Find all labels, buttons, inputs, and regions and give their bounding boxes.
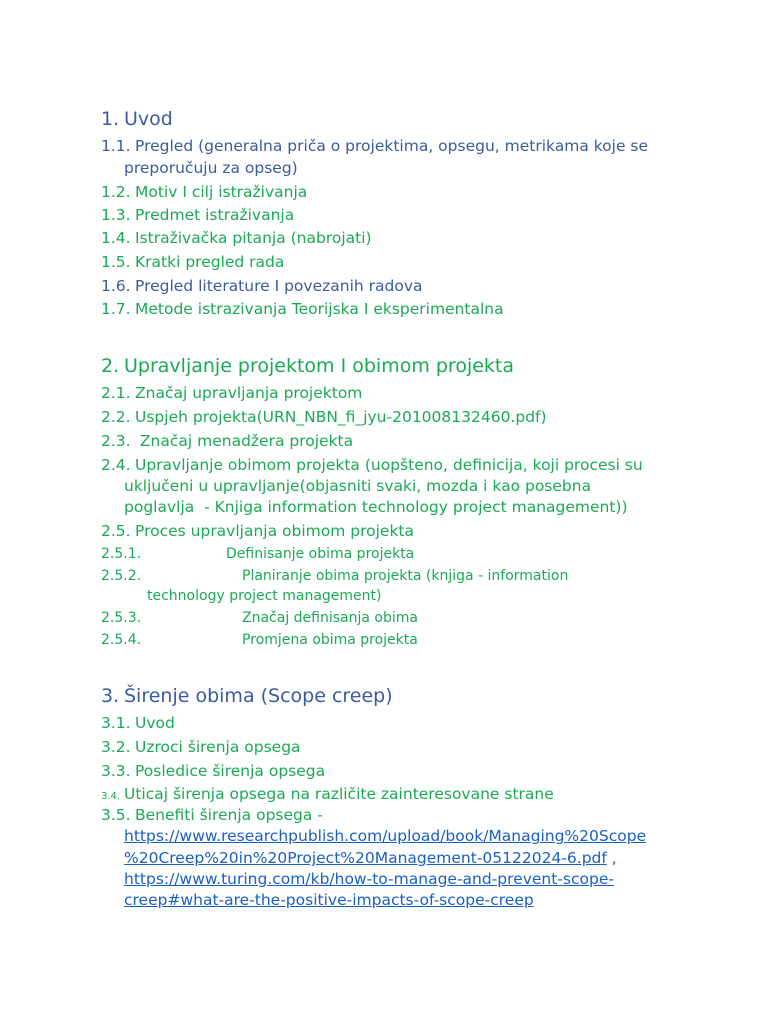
item-text: Pregled (generalna priča o projektima, opsegu, metrikama koje se: [135, 137, 649, 155]
item-number: 1.7.: [101, 300, 131, 318]
item-number: 2.5.: [101, 522, 131, 540]
item-number: 1.2.: [101, 183, 131, 201]
item-continuation: preporučuju za opseg): [124, 159, 298, 177]
link-line: [124, 870, 614, 888]
item-number: 2.5.3.: [101, 610, 142, 626]
item-number: 2.5.2.: [101, 568, 142, 584]
item-text: Uzroci širenja opsega: [135, 738, 301, 756]
reference-link-2[interactable]: https://www.turing.com/kb/how-to-manage-and-prevent-scope-: [124, 870, 614, 888]
list-item: [101, 522, 414, 540]
item-number: 3.3.: [101, 762, 131, 780]
item-number: 2.5.4.: [101, 632, 142, 648]
list-item: [101, 229, 372, 247]
list-item: [101, 183, 307, 201]
section-number: 1.: [101, 108, 120, 130]
list-item: [101, 714, 175, 732]
item-number: 2.5.1.: [101, 546, 142, 562]
item-text: Planiranje obima projekta (knjiga - information: [242, 568, 569, 584]
item-number: 2.3.: [101, 432, 131, 450]
item-text: Pregled literature I povezanih radova: [135, 277, 423, 295]
item-number: 3.2.: [101, 738, 131, 756]
list-item: [101, 300, 504, 318]
list-item: [101, 384, 362, 402]
item-number: 2.2.: [101, 408, 131, 426]
item-number: 2.4.: [101, 456, 131, 474]
reference-link-2-continued[interactable]: creep#what-are-the-positive-impacts-of-scope-creep: [124, 891, 534, 909]
item-text: Upravljanje obimom projekta (uopšteno, definicija, koji procesi su: [135, 456, 643, 474]
section-heading-2: [101, 355, 514, 377]
item-number: 1.4.: [101, 229, 131, 247]
item-text: Metode istrazivanja Teorijska I eksperimentalna: [135, 300, 504, 318]
item-number: 2.1.: [101, 384, 131, 402]
item-text: Uvod: [135, 714, 175, 732]
link-line: [124, 849, 617, 867]
section-number: 2.: [101, 355, 120, 377]
list-item: [101, 432, 353, 450]
item-number: 1.3.: [101, 206, 131, 224]
list-item: [101, 806, 323, 824]
link-separator: ,: [606, 849, 617, 867]
list-item: [101, 762, 325, 780]
sub-list-item: [101, 568, 568, 584]
item-text: Kratki pregled rada: [135, 253, 285, 271]
item-text: Proces upravljanja obimom projekta: [135, 522, 415, 540]
item-number: 3.4.: [101, 791, 121, 802]
list-item: [101, 408, 547, 426]
reference-link-1-continued[interactable]: %20Creep%20in%20Project%20Management-05122024-6.pdf: [124, 849, 607, 867]
section-number: 3.: [101, 685, 120, 707]
section-heading-3: [101, 685, 393, 707]
item-text: Posledice širenja opsega: [135, 762, 326, 780]
item-text: Uticaj širenja opsega na različite zainteresovane strane: [124, 785, 554, 803]
reference-link-1[interactable]: https://www.researchpublish.com/upload/book/Managing%20Scope: [124, 827, 647, 845]
section-heading-1: [101, 108, 173, 130]
sub-list-item: [101, 546, 414, 562]
item-number: 1.1.: [101, 137, 131, 155]
list-item: [101, 277, 423, 295]
item-text: Benefiti širenja opsega -: [135, 806, 323, 824]
sub-list-item: [101, 632, 418, 648]
item-text: Istraživačka pitanja (nabrojati): [135, 229, 372, 247]
item-number: 3.1.: [101, 714, 131, 732]
item-text: Promjena obima projekta: [242, 632, 418, 648]
item-number: 3.5.: [101, 806, 131, 824]
list-item: [101, 206, 294, 224]
item-text: Značaj definisanja obima: [242, 610, 418, 626]
item-number: 1.5.: [101, 253, 131, 271]
item-text: Motiv I cilj istraživanja: [135, 183, 308, 201]
item-text: Predmet istraživanja: [135, 206, 295, 224]
list-item: [101, 738, 301, 756]
list-item: [101, 456, 643, 474]
item-continuation: technology project management): [147, 588, 382, 604]
section-title: Uvod: [124, 108, 173, 130]
section-title: Širenje obima (Scope creep): [124, 685, 393, 707]
link-line: [124, 827, 646, 845]
list-item: [101, 253, 284, 271]
item-continuation: uključeni u upravljanje(objasniti svaki, mozda i kao posebna: [124, 477, 592, 495]
item-text: Definisanje obima projekta: [226, 546, 415, 562]
list-item: [101, 785, 554, 803]
sub-list-item: [101, 610, 418, 626]
link-line: [124, 891, 534, 909]
item-continuation: poglavlja - Knjiga information technology project management)): [124, 498, 628, 516]
item-number: 1.6.: [101, 277, 131, 295]
item-text: Uspjeh projekta(URN_NBN_fi_jyu-201008132460.pdf): [135, 408, 547, 426]
section-title: Upravljanje projektom I obimom projekta: [124, 355, 515, 377]
list-item: [101, 137, 648, 155]
item-text: Značaj upravljanja projektom: [135, 384, 363, 402]
item-text: Značaj menadžera projekta: [135, 432, 354, 450]
